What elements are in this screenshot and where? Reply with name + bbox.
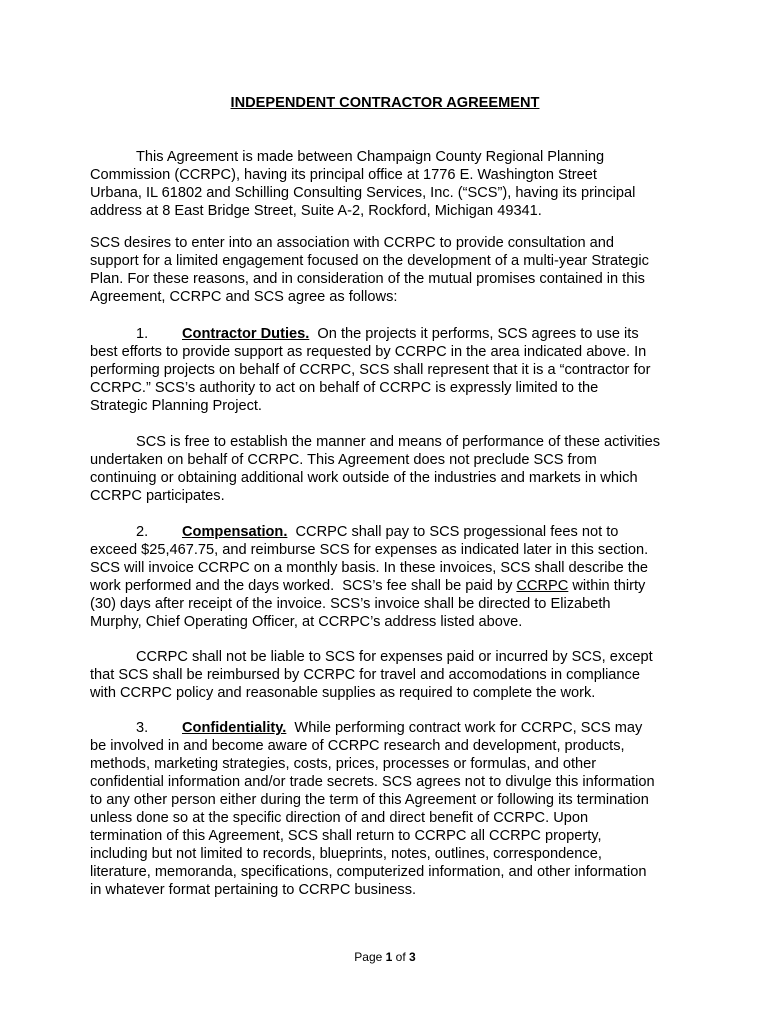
text-line: support for a limited engagement focused on the development of a multi-year Strategic <box>90 253 649 269</box>
text-line: work performed and the days worked. SCS’s fee shall be paid by <box>90 578 517 594</box>
section-number: 3. <box>136 720 149 736</box>
text-line: continuing or obtaining additional work outside of the industries and markets in which <box>90 470 638 486</box>
text-line: to any other person either during the term of this Agreement or following its termination <box>90 792 649 808</box>
section-heading: Compensation. <box>182 524 288 540</box>
text-line: Commission (CCRPC), having its principal office at 1776 E. Washington Street <box>90 167 597 183</box>
footer-of: of <box>392 950 410 964</box>
text-line: unless done so at the specific direction of and direct benefit of CCRPC. Upon <box>90 810 589 826</box>
text-line: including but not limited to records, blueprints, notes, outlines, correspondence, <box>90 846 602 862</box>
text-line: (30) days after receipt of the invoice. SCS’s invoice shall be directed to Elizabeth <box>90 596 611 612</box>
text-line: Strategic Planning Project. <box>90 398 262 414</box>
text-line: in whatever format pertaining to CCRPC business. <box>90 882 417 898</box>
section-confidentiality <box>90 719 690 899</box>
underlined-text: CCRPC <box>516 578 569 594</box>
text-line: within thirty <box>568 578 646 594</box>
text-line: SCS is free to establish the manner and means of performance of these activities <box>136 434 661 450</box>
section-text: CCRPC shall pay to SCS progessional fees not to <box>287 524 619 540</box>
text-line: undertaken on behalf of CCRPC. This Agreement does not preclude SCS from <box>90 452 597 468</box>
text-line: literature, memoranda, specifications, computerized information, and other information <box>90 864 647 880</box>
text-line: address at 8 East Bridge Street, Suite A-2, Rockford, Michigan 49341. <box>90 203 542 219</box>
text-line: confidential information and/or trade secrets. SCS agrees not to divulge this information <box>90 774 655 790</box>
current-page-number: 1 <box>385 950 393 964</box>
purpose-paragraph <box>90 234 690 306</box>
text-line: best efforts to provide support as requested by CCRPC in the area indicated above. In <box>90 344 647 360</box>
text-line: SCS will invoice CCRPC on a monthly basis. In these invoices, SCS shall describe the <box>90 560 649 576</box>
total-page-count: 3 <box>409 950 416 964</box>
text-line: Urbana, IL 61802 and Schilling Consulting Services, Inc. (“SCS”), having its principal <box>90 185 636 201</box>
section-number: 2. <box>136 524 149 540</box>
text-line: Murphy, Chief Operating Officer, at CCRPC’s address listed above. <box>90 614 523 630</box>
text-line: Plan. For these reasons, and in consideration of the mutual promises contained in this <box>90 271 645 287</box>
text-line: methods, marketing strategies, costs, prices, processes or formulas, and other <box>90 756 597 772</box>
text-line: Agreement, CCRPC and SCS agree as follows: <box>90 289 398 305</box>
document-title: INDEPENDENT CONTRACTOR AGREEMENT <box>230 95 540 111</box>
section-compensation <box>90 523 690 631</box>
text-line: CCRPC participates. <box>90 488 225 504</box>
document-body <box>90 148 690 898</box>
text-line: CCRPC.” SCS’s authority to act on behalf of CCRPC is expressly limited to the <box>90 380 599 396</box>
section-contractor-duties <box>90 325 690 415</box>
section-number: 1. <box>136 326 149 342</box>
intro-paragraph <box>90 148 690 220</box>
text-line: termination of this Agreement, SCS shall return to CCRPC all CCRPC property, <box>90 828 602 844</box>
text-line: exceed $25,467.75, and reimburse SCS for expenses as indicated later in this section. <box>90 542 649 558</box>
text-line: with CCRPC policy and reasonable supplies as required to complete the work. <box>90 685 596 701</box>
text-line: that SCS shall be reimbursed by CCRPC for travel and accomodations in compliance <box>90 667 640 683</box>
section-text: While performing contract work for CCRPC, SCS may <box>286 720 643 736</box>
text-line: performing projects on behalf of CCRPC, SCS shall represent that it is a “contractor for <box>90 362 651 378</box>
text-line: SCS desires to enter into an association with CCRPC to provide consultation and <box>90 235 615 251</box>
footer-prefix: Page <box>354 950 386 964</box>
section-contractor-duties-continued <box>90 433 690 505</box>
text-line: This Agreement is made between Champaign County Regional Planning <box>136 149 605 165</box>
section-text: On the projects it performs, SCS agrees to use its <box>309 326 639 342</box>
text-line: be involved in and become aware of CCRPC research and development, products, <box>90 738 625 754</box>
section-compensation-continued <box>90 648 690 702</box>
text-line: CCRPC shall not be liable to SCS for expenses paid or incurred by SCS, except <box>136 649 653 665</box>
section-heading: Contractor Duties. <box>182 326 310 342</box>
section-heading: Confidentiality. <box>182 720 287 736</box>
page-footer <box>0 948 770 966</box>
